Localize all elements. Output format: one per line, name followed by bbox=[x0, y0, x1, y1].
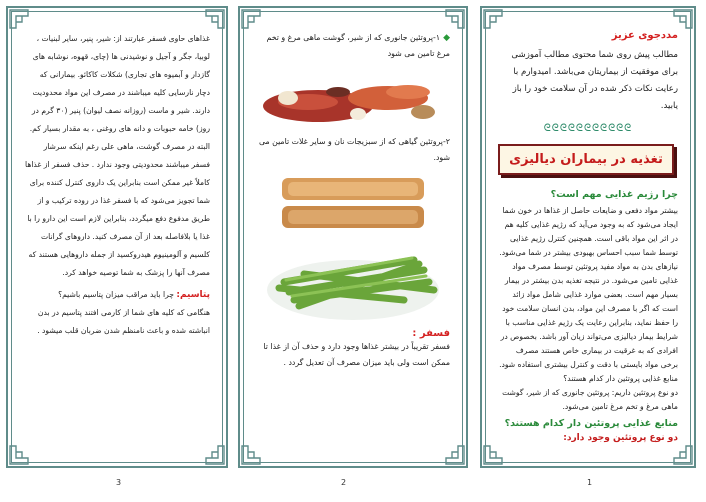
why-text: بیشتر مواد دفعی و ضایعات حاصل از غذاها در خون شما ایجاد می‌شود که به وجود می‌آید که رژیم غذایی کلیه هم در اثر این مواد باقی است. همچنین کنترل رژیم غذایی توسط شما سبب احساس بهبودی بیشتر در شما می‌شود. نیازهای بدن به مواد مفید پروتئین توسط مصرف مواد غذایی تامین می‌شود. در نتیجه تغذیه بدن بیشتر در بیمار بسیار مهم است. بعضی موارد غذایی شامل مواد زائد است که اگر با مصرف این مواد، بدن انسان سلامت خود را حفظ نماید، بنابراین رعایت یک رژیم غذایی مناسب با شرایط بیمار دیالیزی می‌تواند زیان آور باشد. بخصوص در افرادی که به غرقیت در بیماری خاص هستند مصرف برخی مواد بایستی با دقت و کنترل بیشتری استفاده شود. bbox=[499, 206, 678, 369]
green-beans-illustration bbox=[264, 240, 442, 322]
corner-ornament-icon bbox=[202, 8, 226, 32]
phosphorus-heading: فسفر : bbox=[412, 328, 450, 339]
wave-ornament: ᘓᘓᘓᘓᘓᘓᘓᘓᘓᘓᘓ bbox=[543, 123, 633, 134]
why-heading: چرا رژیم غذایی مهم است؟ bbox=[550, 189, 678, 200]
potassium-heading: پتاسیم: bbox=[176, 290, 210, 300]
phosphorus-text: فسفر تقریباً در بیشتر غذاها وجود دارد و حذف آن از غذا تا ممکن است ولی باید میزان مصرف آن تعدیل گردد . bbox=[263, 342, 450, 367]
page-number: 1 bbox=[587, 478, 593, 487]
animal-protein-text: ۱-پروتئین جانوری که از شیر، گوشت ماهی مرغ و تخم مرغ تامین می شود bbox=[266, 33, 450, 58]
corner-ornament-icon bbox=[8, 8, 32, 32]
corner-ornament-icon bbox=[670, 8, 694, 32]
page-number: 2 bbox=[341, 478, 347, 487]
plant-protein-text: ۲-پروتئین گیاهی که از سبزیجات نان و سایر غلات تامین می شود. bbox=[258, 137, 450, 162]
potassium-heading-line bbox=[24, 286, 210, 304]
corner-ornament-icon bbox=[482, 8, 506, 32]
brochure-title: تغذیه در بیماران دیالیزی bbox=[498, 144, 674, 175]
two-types-text: دو نوع پروتئین وجود دارد: bbox=[563, 433, 678, 443]
potassium-question: چرا باید مراقب میزان پتاسیم باشیم؟ bbox=[58, 290, 174, 299]
sources-heading: منابع غذایی پروتئین دار کدام هستند؟ bbox=[504, 418, 678, 429]
diamond-bullet-icon: ◆ bbox=[443, 33, 450, 43]
panel-back bbox=[6, 6, 228, 468]
greeting: مددجوی عزیز bbox=[611, 30, 678, 41]
sources-text: دو نوع پروتئین داریم: پروتئین جانوری که از شیر، گوشت ماهی مرغ و تخم مرغ تامین می‌شود. bbox=[502, 388, 678, 411]
panel-front bbox=[480, 6, 696, 468]
meat-fish-eggs-illustration bbox=[258, 68, 448, 128]
page-number: 3 bbox=[116, 478, 122, 487]
phosphorus-foods-text: غذاهای حاوی فسفر عبارتند از: شیر، پنیر، سایر لبنیات ، لوبیا، جگر و آجیل و نوشیدنی ها (چای، قهوه، نوشابه های گازدار و آبمیوه های تجاری) شکلات کاکائو. بیمارانی که دچار نارسایی کلیه میباشند در مصرف این مواد محدودیت دارند. شیر و ماست (روزانه نصف لیوان) پنیر (۳۰ گرم در روز) خامه حبوبات و دانه های روغنی ، به مقدار بسیار کم. البته در مصرف گوشت، ماهی علی رغم اینکه سرشار فسفر میباشند محدودیتی وجود ندارد . حذف فسفر از غذاها کاملاً غیر ممکن است بنابراین یک داروی کنترل کننده برای شما تجویز می‌شود که با فسفر غذا در روده ترکیب و از طریق مدفوع دفع میگردد، بنابراین لازم است این دارو را با غذا یا بلافاصله بعد از آن مصرف کنید. داروهای گرانات کلسیم و آلومینیوم هیدروکسید از جمله داروهایی هستند که مصرف آنها را پزشک به شما توصیه خواهد کرد. bbox=[25, 34, 210, 277]
corner-ornament-icon bbox=[442, 8, 466, 32]
potassium-text: هنگامی که کلیه های شما از کارمی افتند پتاسیم در بدن انباشته شده و باعث نامنظم شدن ضربان قلب میشود . bbox=[37, 308, 210, 335]
sources-intro: منابع غذایی پروتئین دار کدام هستند؟ bbox=[563, 374, 678, 383]
animal-protein-item bbox=[256, 30, 450, 62]
intro-text: مطالب پیش روی شما محتوی مطالب آموزشی برای موفقیت از بیماریتان می‌باشد. امیدوارم با رعایت نکات ذکر شده در آن سلامت خود را باز یابید. bbox=[511, 50, 678, 111]
flatbread-illustration bbox=[278, 172, 428, 234]
corner-ornament-icon bbox=[240, 8, 264, 32]
panel-middle bbox=[238, 6, 468, 468]
